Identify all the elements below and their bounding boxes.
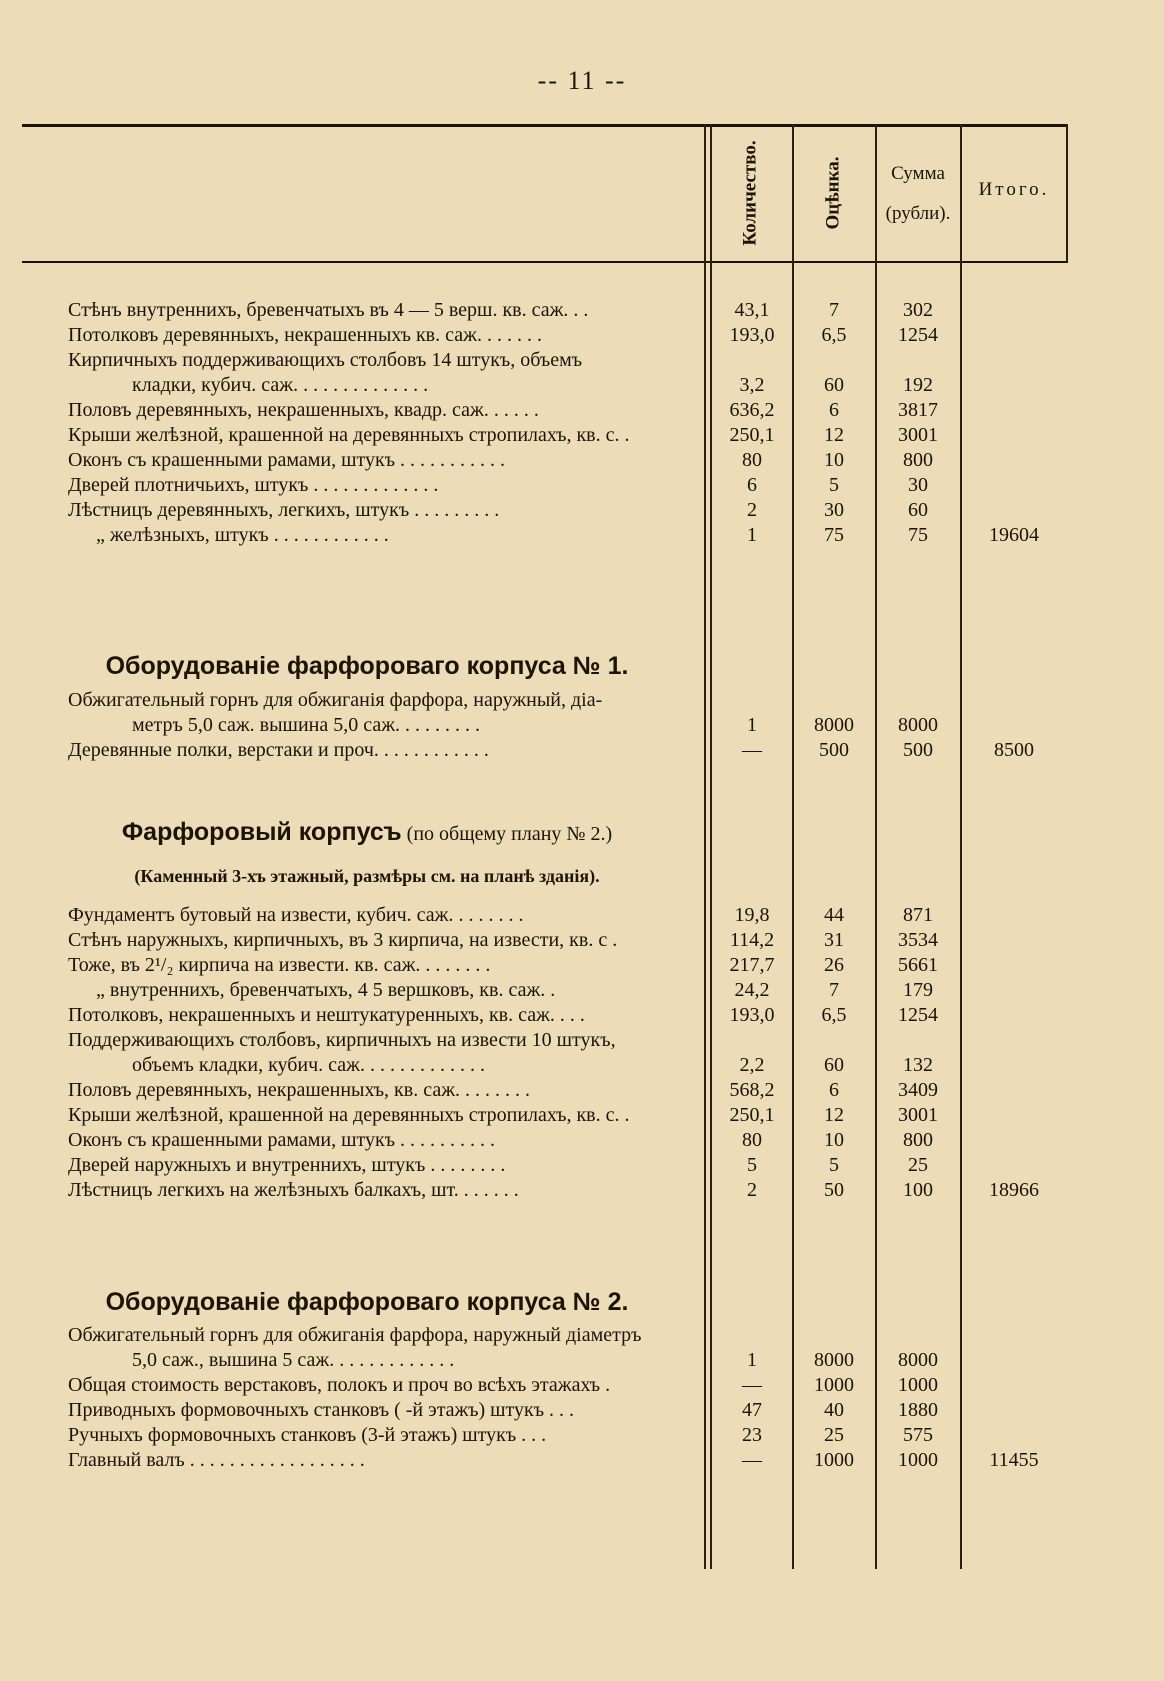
row-sum: 8000 (898, 1349, 938, 1371)
row-price: 6,5 (821, 324, 847, 346)
table-row (22, 1447, 1068, 1473)
row-description: Потолковъ деревянныхъ, некрашенныхъ кв. саж. . . . . . . (68, 324, 542, 346)
row-quantity: 6 (747, 474, 757, 496)
row-description: Лѣстницъ деревянныхъ, легкихъ, штукъ . . . . . . . . . (68, 499, 500, 521)
header-sum: Сумма (рубли). (885, 163, 951, 224)
row-quantity: 19,8 (734, 904, 770, 926)
row-quantity: 23 (742, 1424, 762, 1446)
table-row (22, 977, 1068, 1003)
row-quantity: 2 (747, 499, 757, 521)
table-row (22, 1322, 1068, 1348)
table-row (22, 712, 1068, 738)
table-row (22, 952, 1068, 978)
row-price: 7 (829, 979, 839, 1001)
table-row (22, 902, 1068, 928)
section-heading (22, 1288, 712, 1317)
row-price: 1000 (814, 1449, 854, 1471)
row-sum: 25 (908, 1154, 928, 1176)
row-description: Обжигательный горнъ для обжиганія фарфора, наружный, діа- (68, 689, 603, 711)
row-price: 6 (829, 1079, 839, 1101)
table-row (22, 1347, 1068, 1373)
row-total: 18966 (989, 1179, 1039, 1201)
row-quantity: 250,1 (729, 424, 775, 446)
row-sum: 1254 (898, 1004, 938, 1026)
row-price: 44 (824, 904, 844, 926)
row-quantity: 193,0 (729, 324, 775, 346)
section-heading (22, 818, 712, 847)
row-price: 12 (824, 1104, 844, 1126)
row-description: объемъ кладки, кубич. саж. . . . . . . . . . . . . (132, 1054, 485, 1076)
row-price: 60 (824, 1054, 844, 1076)
row-price: 500 (819, 739, 849, 761)
row-sum: 1254 (898, 324, 938, 346)
row-sum: 30 (908, 474, 928, 496)
row-sum: 60 (908, 499, 928, 521)
row-quantity: 80 (742, 449, 762, 471)
row-sum: 3534 (898, 929, 938, 951)
row-price: 10 (824, 449, 844, 471)
row-price: 30 (824, 499, 844, 521)
row-price: 40 (824, 1399, 844, 1421)
row-sum: 1880 (898, 1399, 938, 1421)
row-quantity: 5 (747, 1154, 757, 1176)
row-sum: 500 (903, 739, 933, 761)
row-price: 8000 (814, 1349, 854, 1371)
table-row (22, 737, 1068, 763)
table-row (22, 1422, 1068, 1448)
row-description: Лѣстницъ легкихъ на желѣзныхъ балкахъ, шт. . . . . . . (68, 1179, 519, 1201)
row-sum: 192 (903, 374, 933, 396)
row-description: Кирпичныхъ поддерживающихъ столбовъ 14 штукъ, объемъ (68, 349, 583, 371)
row-price: 7 (829, 299, 839, 321)
row-quantity: 2,2 (739, 1054, 765, 1076)
header-quantity: Количество. (740, 139, 761, 246)
estimate-table (22, 124, 1068, 1569)
row-quantity: 43,1 (734, 299, 770, 321)
row-description: 5,0 саж., вышина 5 саж. . . . . . . . . . . . . (132, 1349, 455, 1371)
row-sum: 800 (903, 449, 933, 471)
row-description: Тоже, въ 2¹/₂ кирпича на извести. кв. саж. . . . . . . . (68, 954, 491, 976)
row-sum: 3409 (898, 1079, 938, 1101)
table-row (22, 297, 1068, 323)
row-description: Дверей плотничьихъ, штукъ . . . . . . . . . . . . . (68, 474, 439, 496)
section-heading (22, 652, 712, 681)
table-row (22, 497, 1068, 523)
row-quantity: 636,2 (729, 399, 775, 421)
row-sum: 1000 (898, 1449, 938, 1471)
row-sum: 302 (903, 299, 933, 321)
row-description: Приводныхъ формовочныхъ станковъ ( -й этажъ) штукъ . . . (68, 1399, 575, 1421)
row-price: 1000 (814, 1374, 854, 1396)
row-sum: 871 (903, 904, 933, 926)
row-description: Половъ деревянныхъ, некрашенныхъ, квадр. саж. . . . . . (68, 399, 539, 421)
row-price: 6 (829, 399, 839, 421)
row-description: Деревянные полки, верстаки и проч. . . . . . . . . . . . (68, 739, 489, 761)
row-quantity: 24,2 (734, 979, 770, 1001)
row-price: 31 (824, 929, 844, 951)
table-row (22, 347, 1068, 373)
row-price: 50 (824, 1179, 844, 1201)
table-row (22, 422, 1068, 448)
row-price: 5 (829, 1154, 839, 1176)
table-row (22, 1177, 1068, 1203)
page-number: -- 11 -- (537, 66, 627, 95)
row-description: Оконъ съ крашенными рамами, штукъ . . . . . . . . . . (68, 1129, 496, 1151)
row-price: 25 (824, 1424, 844, 1446)
row-quantity: — (742, 1449, 762, 1471)
section-heading-text: Оборудованіе фарфороваго корпуса № 1. (105, 652, 629, 680)
row-quantity: 217,7 (729, 954, 775, 976)
table-row (22, 1397, 1068, 1423)
row-sum: 3001 (898, 424, 938, 446)
row-quantity: 80 (742, 1129, 762, 1151)
row-quantity: — (742, 739, 762, 761)
row-quantity: — (742, 1374, 762, 1396)
row-sum: 100 (903, 1179, 933, 1201)
row-quantity: 568,2 (729, 1079, 775, 1101)
table-row (22, 1127, 1068, 1153)
table-row (22, 927, 1068, 953)
row-sum: 5661 (898, 954, 938, 976)
row-total: 8500 (994, 739, 1034, 761)
row-description: Главный валъ . . . . . . . . . . . . . . . . . . (68, 1449, 365, 1471)
table-row (22, 472, 1068, 498)
row-sum: 179 (903, 979, 933, 1001)
table-row (22, 1077, 1068, 1103)
row-quantity: 3,2 (739, 374, 765, 396)
row-description: Оконъ съ крашенными рамами, штукъ . . . . . . . . . . . (68, 449, 506, 471)
row-description: Поддерживающихъ столбовъ, кирпичныхъ на извести 10 штукъ, (68, 1029, 616, 1051)
table-row (22, 1372, 1068, 1398)
table-row (22, 1152, 1068, 1178)
header-total: Итого. (978, 179, 1050, 200)
row-quantity: 1 (747, 1349, 757, 1371)
row-price: 10 (824, 1129, 844, 1151)
row-total: 19604 (989, 524, 1039, 546)
row-sum: 132 (903, 1054, 933, 1076)
row-description: Фундаментъ бутовый на извести, кубич. саж. . . . . . . . (68, 904, 524, 926)
row-quantity: 193,0 (729, 1004, 775, 1026)
row-description: Стѣнъ наружныхъ, кирпичныхъ, въ 3 кирпича, на извести, кв. с . (68, 929, 618, 951)
row-quantity: 250,1 (729, 1104, 775, 1126)
section-heading-text: Оборудованіе фарфороваго корпуса № 2. (105, 1288, 629, 1316)
row-price: 8000 (814, 714, 854, 736)
table-row (22, 1102, 1068, 1128)
section-subnote: (Каменный 3-хъ этажный, размѣры см. на планѣ зданія). (134, 866, 600, 886)
section-heading-note: (по общему плану № 2.) (401, 823, 613, 845)
section-heading-text: Фарфоровый корпусъ (121, 818, 402, 846)
header-bottom-rule (22, 261, 1068, 263)
row-price: 6,5 (821, 1004, 847, 1026)
row-description: Крыши желѣзной, крашенной на деревянныхъ стропилахъ, кв. с. . (68, 1104, 630, 1126)
row-sum: 575 (903, 1424, 933, 1446)
row-description: Стѣнъ внутреннихъ, бревенчатыхъ въ 4 — 5 верш. кв. саж. . . (68, 299, 589, 321)
row-description: метръ 5,0 саж. вышина 5,0 саж. . . . . . . . . (132, 714, 481, 736)
column-divider (1066, 124, 1068, 261)
row-description: кладки, кубич. саж. . . . . . . . . . . . . . (132, 374, 429, 396)
table-row (22, 1052, 1068, 1078)
row-quantity: 47 (742, 1399, 762, 1421)
row-price: 75 (824, 524, 844, 546)
table-row (22, 1027, 1068, 1053)
table-row (22, 372, 1068, 398)
row-sum: 8000 (898, 714, 938, 736)
row-price: 12 (824, 424, 844, 446)
row-description: Общая стоимость верстаковъ, полокъ и проч во всѣхъ этажахъ . (68, 1374, 611, 1396)
row-sum: 3001 (898, 1104, 938, 1126)
table-row (22, 1002, 1068, 1028)
table-top-rule (22, 124, 1068, 127)
row-quantity: 2 (747, 1179, 757, 1201)
header-price: Оцѣнка. (822, 156, 843, 229)
row-price: 26 (824, 954, 844, 976)
table-row (22, 447, 1068, 473)
table-row (22, 397, 1068, 423)
table-row (22, 322, 1068, 348)
row-description: Крыши желѣзной, крашенной на деревянныхъ стропилахъ, кв. с. . (68, 424, 630, 446)
row-quantity: 1 (747, 714, 757, 736)
row-description: Потолковъ, некрашенныхъ и нештукатуренныхъ, кв. саж. . . . (68, 1004, 585, 1026)
row-total: 11455 (989, 1449, 1039, 1471)
row-description: „ внутреннихъ, бревенчатыхъ, 4 5 вершковъ, кв. саж. . (96, 979, 556, 1001)
row-price: 5 (829, 474, 839, 496)
row-sum: 1000 (898, 1374, 938, 1396)
row-quantity: 114,2 (729, 929, 775, 951)
row-sum: 3817 (898, 399, 938, 421)
row-description: „ желѣзныхъ, штукъ . . . . . . . . . . . . (96, 524, 389, 546)
table-row (22, 522, 1068, 548)
row-sum: 800 (903, 1129, 933, 1151)
row-description: Половъ деревянныхъ, некрашенныхъ, кв. саж. . . . . . . . (68, 1079, 531, 1101)
row-quantity: 1 (747, 524, 757, 546)
row-description: Ручныхъ формовочныхъ станковъ (3-й этажъ) штукъ . . . (68, 1424, 547, 1446)
row-price: 60 (824, 374, 844, 396)
table-row (22, 687, 1068, 713)
row-sum: 75 (908, 524, 928, 546)
row-description: Дверей наружныхъ и внутреннихъ, штукъ . . . . . . . . (68, 1154, 506, 1176)
row-description: Обжигательный горнъ для обжиганія фарфора, наружный діаметръ (68, 1324, 642, 1346)
